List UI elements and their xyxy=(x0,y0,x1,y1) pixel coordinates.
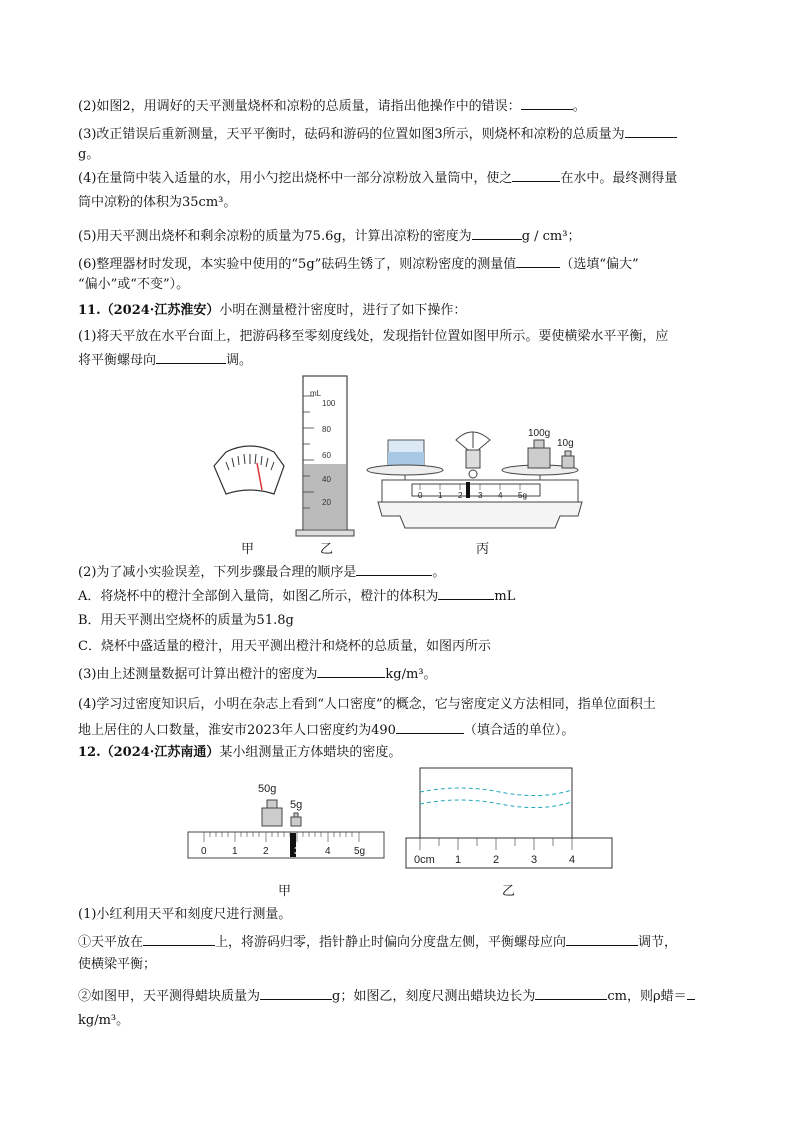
q11-option-c: C．烧杯中盛适量的橙汁，用天平测出橙汁和烧杯的总质量，如图丙所示 xyxy=(78,639,491,654)
answer-blank[interactable] xyxy=(317,664,385,678)
q10-line-5: (5)用天平测出烧杯和剩余凉粉的质量为75.6g，计算出凉粉的密度为 g / cm³； xyxy=(78,226,580,246)
q11-part4-line2: 地上居住的人口数量，淮安市2023年人口密度约为490 （填合适的单位）。 xyxy=(78,720,574,740)
answer-blank[interactable] xyxy=(356,562,432,576)
tick-label: 80 xyxy=(322,425,331,434)
q10-line-3: (3)改正错误后重新测量，天平平衡时，砝码和游码的位置如图3所示，则烧杯和凉粉的总质量为 xyxy=(78,124,677,144)
q12-stem: 12.（2024·江苏南通）某小组测量正方体蜡块的密度。 xyxy=(78,745,402,760)
wax-block-ruler xyxy=(406,768,612,868)
q11-option-a: A．将烧杯中的橙汁全部倒入量筒，如图乙所示，橙汁的体积为 mL xyxy=(78,586,515,606)
scale-label: 3 xyxy=(531,854,538,866)
answer-blank[interactable] xyxy=(156,350,226,364)
graduated-cylinder xyxy=(296,376,354,536)
q10-line-4b: 筒中凉粉的体积为35cm³。 xyxy=(78,195,237,210)
q12-figure xyxy=(0,764,800,874)
q11-figure xyxy=(0,366,800,556)
q12-step2: ②如图甲，天平测得蜡块质量为 g；如图乙，刻度尺测出蜡块边长为 cm，则ρ蜡＝ xyxy=(78,986,695,1006)
ruler-label: 3 xyxy=(478,491,483,500)
weight-10g-label: 10g xyxy=(557,438,574,449)
caption-yi: 乙 xyxy=(502,884,516,899)
tick-label: 40 xyxy=(322,475,331,484)
ruler-label: 0 xyxy=(201,846,207,857)
q11-part4-line1: (4)学习过密度知识后，小明在杂志上看到“人口密度”的概念，它与密度定义方法相同，指单位面积土 xyxy=(78,697,656,712)
ruler-label: 3 xyxy=(294,846,300,857)
tick-label: 20 xyxy=(322,498,331,507)
q10-line-4: (4)在量筒中装入适量的水，用小勺挖出烧杯中一部分凉粉放入量筒中，使之 在水中。最终测得量 xyxy=(78,168,677,188)
answer-blank[interactable] xyxy=(521,96,573,110)
q12-step2b: kg/m³。 xyxy=(78,1013,130,1028)
q10-line-2: (2)如图2，用调好的天平测量烧杯和凉粉的总质量，请指出他操作中的错误： 。 xyxy=(78,96,586,116)
q11-stem: 11.（2024·江苏淮安）小明在测量橙汁密度时，进行了如下操作： xyxy=(78,303,467,318)
q10-line-6b: “偏小”或“不变”）。 xyxy=(78,277,190,292)
answer-blank[interactable] xyxy=(143,932,215,946)
cylinder-unit: mL xyxy=(310,389,322,398)
q11-part2: (2)为了减小实验误差，下列步骤最合理的顺序是 。 xyxy=(78,562,445,582)
answer-blank[interactable] xyxy=(512,168,560,182)
answer-blank[interactable] xyxy=(566,932,638,946)
caption-yi: 乙 xyxy=(320,542,334,557)
q12-part1: (1)小红利用天平和刻度尺进行测量。 xyxy=(78,907,292,922)
caption-bing: 丙 xyxy=(476,542,490,557)
weight-50g-label: 50g xyxy=(258,783,277,795)
caption-jia: 甲 xyxy=(278,884,292,899)
tick-label: 60 xyxy=(322,451,331,460)
scale-label: 4 xyxy=(569,854,576,866)
weight-5g-label: 5g xyxy=(290,799,303,811)
answer-blank[interactable] xyxy=(625,124,677,138)
balance-pointer-dial xyxy=(214,446,284,494)
ruler-label: 2 xyxy=(263,846,269,857)
answer-blank[interactable] xyxy=(472,226,522,240)
balance-beam-ruler xyxy=(188,783,384,858)
answer-blank[interactable] xyxy=(260,986,332,1000)
ruler-label: 0 xyxy=(418,491,423,500)
answer-blank[interactable] xyxy=(687,986,695,1000)
q12-step1: ①天平放在 上，将游码归零，指针静止时偏向分度盘左侧，平衡螺母应向 调节， xyxy=(78,932,677,952)
answer-blank[interactable] xyxy=(535,986,607,1000)
ruler-label: 1 xyxy=(438,491,443,500)
q11-part3: (3)由上述测量数据可计算出橙汁的密度为 kg/m³。 xyxy=(78,664,437,684)
q10-line-3b: g。 xyxy=(78,147,100,162)
ruler-label: 2 xyxy=(458,491,463,500)
ruler-label: 4 xyxy=(325,846,331,857)
q11-part1-line1: (1)将天平放在水平台面上，把游码移至零刻度线处，发现指针位置如图甲所示。要使横梁水平平衡，应 xyxy=(78,329,669,344)
balance-scale xyxy=(367,428,582,528)
answer-blank[interactable] xyxy=(396,720,464,734)
rider xyxy=(466,482,470,498)
answer-blank[interactable] xyxy=(438,586,494,600)
ruler-label: 5g xyxy=(518,491,527,500)
scale-label: 1 xyxy=(455,854,462,866)
ruler-label: 4 xyxy=(498,491,503,500)
caption-jia: 甲 xyxy=(241,542,255,557)
q12-step1b: 使横梁平衡； xyxy=(78,957,157,972)
ruler-label: 5g xyxy=(354,846,366,857)
answer-blank[interactable] xyxy=(516,254,560,268)
scale-label: 2 xyxy=(493,854,500,866)
q11-option-b: B．用天平测出空烧杯的质量为51.8g xyxy=(78,613,294,628)
tick-label: 100 xyxy=(322,399,336,408)
ruler-label: 1 xyxy=(232,846,238,857)
q11-part1-line2: 将平衡螺母向 调。 xyxy=(78,350,252,370)
q10-line-6: (6)整理器材时发现，本实验中使用的“5g”砝码生锈了，则凉粉密度的测量值 （选填“偏大” xyxy=(78,254,639,274)
weight-100g-label: 100g xyxy=(528,428,551,439)
scale-label: 0cm xyxy=(414,854,435,866)
